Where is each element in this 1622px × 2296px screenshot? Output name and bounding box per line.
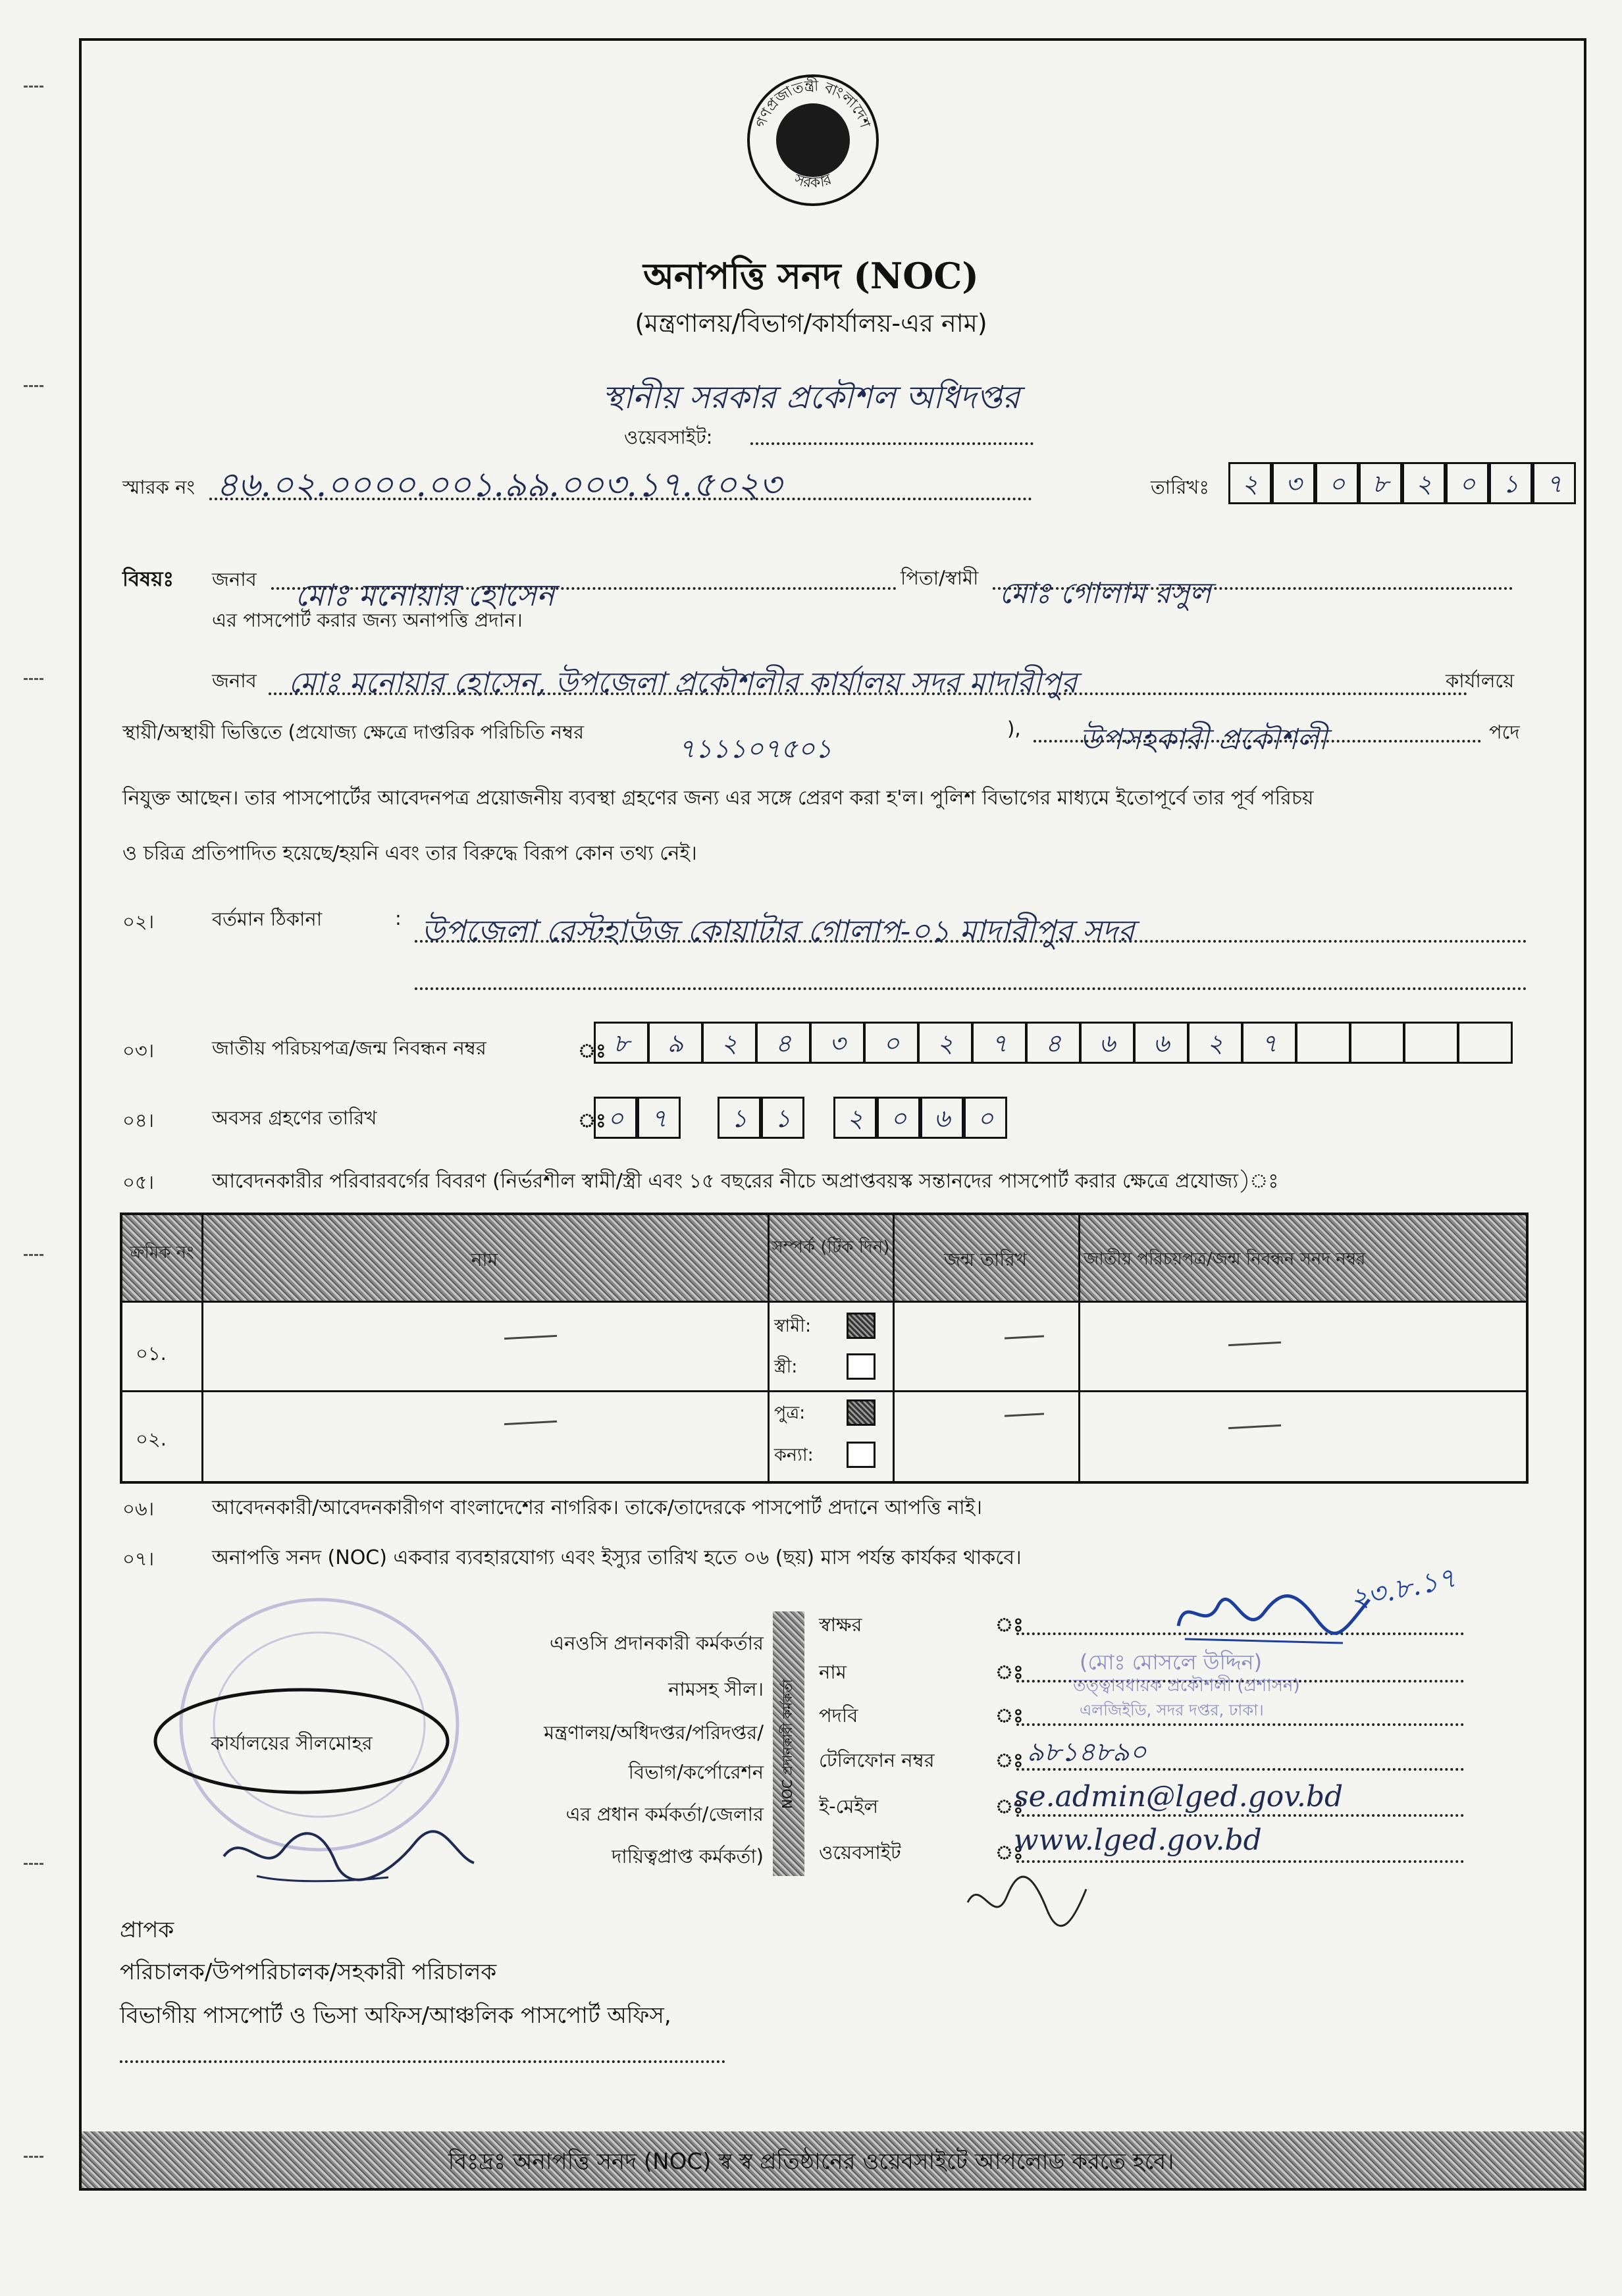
husband-checkbox[interactable] (847, 1313, 876, 1339)
signatory-field-label: ওয়েবসাইট (819, 1841, 901, 1864)
address-dots-2 (415, 987, 1527, 990)
row1-rel1: স্বামী: (774, 1316, 812, 1336)
government-seal (744, 71, 882, 209)
paren-close: ), (1007, 718, 1021, 740)
address-handwritten: উপজেলা রেস্টহাউজ কোয়াটার গোলাপ-০১ মাদারীপুর সদর (421, 913, 1135, 949)
recipient-line2: বিভাগীয় পাসপোর্ট ও ভিসা অফিস/আঞ্চলিক পাসপোর্ট অফিস, (120, 2002, 671, 2029)
item-number-03: ০৩। (122, 1039, 155, 1062)
field-colon: ঃ (995, 1704, 1024, 1727)
nid-digit-box (1349, 1022, 1405, 1064)
designation-suffix: পদে (1489, 721, 1520, 743)
date-digit-box: ৩ (1272, 462, 1315, 504)
nid-digit-box: ২ (702, 1022, 757, 1064)
nid-digit-box (1295, 1022, 1351, 1064)
row2-serial: ০২. (136, 1428, 167, 1450)
stamp-designation: তত্ত্বাবধায়ক প্রকৌশলী (প্রশাসন) (1073, 1676, 1300, 1696)
signatory-left-line: মন্ত্রণালয়/অধিদপ্তর/পরিদপ্তর/ (544, 1721, 764, 1744)
nid-digit-box: ৪ (1026, 1022, 1081, 1064)
blank-dash (1005, 1413, 1044, 1417)
daughter-checkbox[interactable] (847, 1442, 876, 1468)
date-label: তারিখঃ (1151, 476, 1209, 498)
date-digit-box: ০ (1446, 462, 1489, 504)
field-dotted-line (1016, 1860, 1464, 1863)
signatory-field-label: ই-মেইল (819, 1795, 879, 1817)
scribble-mark-icon (961, 1869, 1093, 1935)
margin-mark (24, 1254, 43, 1259)
family-label: আবেদনকারীর পরিবারবর্গের বিবরণ (নির্ভরশীল স্বামী/স্ত্রী এবং ১৫ বছরের নীচে অপ্রাপ্তবয়স্ক সন্তানদের পাসপোর্ট করার ক্ষেত্রে প্রযোজ্য)ঃ (212, 1170, 1279, 1193)
body-janab: জনাব (212, 669, 257, 692)
body-line2: স্থায়ী/অস্থায়ী ভিত্তিতে (প্রযোজ্য ক্ষেত্রে দাপ্তরিক পরিচিতি নম্বর (122, 721, 585, 743)
item-number-04: ০৪। (122, 1109, 155, 1132)
office-seal-label: কার্যালয়ের সীলমোহর (211, 1732, 373, 1754)
field-colon: ঃ (995, 1661, 1024, 1683)
signatory-left-line: এনওসি প্রদানকারী কর্মকর্তার (550, 1632, 764, 1654)
vertical-strip-text: NOC প্রদানকারী কর্মকর্তা (779, 1679, 795, 1809)
field-colon: ঃ (995, 1795, 1024, 1817)
nid-digit-box: ৩ (810, 1022, 865, 1064)
subject-label: বিষয়ঃ (122, 567, 174, 591)
nid-digit-box: ৬ (1134, 1022, 1189, 1064)
email-handwritten: se.admin@lged.gov.bd (1014, 1780, 1344, 1813)
date-digit-box: ৮ (1359, 462, 1402, 504)
signatory-left-line: নামসহ সীল। (668, 1678, 764, 1700)
website-handwritten: www.lged.gov.bd (1014, 1823, 1262, 1857)
colon: ঃ (578, 1039, 606, 1062)
page-subtitle: (মন্ত্রণালয়/বিভাগ/কার্যালয়-এর নাম) (635, 309, 987, 338)
body-line3: নিযুক্ত আছেন। তার পাসপোর্টের আবেদনপত্র প্রয়োজনীয় ব্যবস্থা গ্রহণের জন্য এর সঙ্গে প্রেরণ করা হ'ল। পুলিশ বিভাগের মাধ্যমে ইতোপূর্বে তার পূর্ব পরিচয় (122, 787, 1314, 810)
signatory-field-label: টেলিফোন নম্বর (819, 1749, 935, 1771)
recipient-dotted-line (120, 2060, 725, 2063)
item-number-06: ০৬। (122, 1498, 155, 1520)
wife-checkbox[interactable] (847, 1353, 876, 1380)
blank-dash (1228, 1424, 1281, 1429)
margin-mark (24, 1863, 43, 1867)
field-colon: ঃ (995, 1613, 1024, 1636)
signatory-field-label: স্বাক্ষর (819, 1613, 862, 1636)
nid-label: জাতীয় পরিচয়পত্র/জন্ম নিবন্ধন নম্বর (212, 1037, 486, 1059)
date-digit-box: ২ (1228, 462, 1272, 504)
date-digit-box: ১ (1489, 462, 1532, 504)
retire-digit-box: ০ (877, 1097, 920, 1139)
footer-note: বিঃদ্রঃ অনাপত্তি সনদ (NOC) স্ব স্ব প্রতিষ্ঠানের ওয়েবসাইটে আপলোড করতে হবে। (448, 2149, 1174, 2175)
nid-digit-box: ৬ (1080, 1022, 1135, 1064)
retire-digit-box: ২ (833, 1097, 877, 1139)
signatory-left-line: এর প্রধান কর্মকর্তা/জেলার (565, 1803, 764, 1825)
family-table (120, 1213, 1529, 1484)
retire-label: অবসর গ্রহণের তারিখ (212, 1107, 377, 1129)
stamp-office: এলজিইডি, সদর দপ্তর, ঢাকা। (1080, 1701, 1264, 1719)
blank-dash (1228, 1342, 1281, 1346)
signatory-field-label: নাম (819, 1661, 847, 1683)
row1-serial: ০১. (136, 1342, 167, 1365)
nid-digit-box: ২ (918, 1022, 973, 1064)
th-nid: জাতীয় পরিচয়পত্র/জন্ম নিবন্ধন সনদ নম্বর (1084, 1249, 1366, 1269)
stamp-name: (মোঃ মোসলে উদ্দিন) (1080, 1650, 1263, 1675)
retire-digit-box: ০ (594, 1097, 637, 1139)
colon: ঃ (578, 1109, 606, 1132)
official-id-handwritten: ৭১১১০৭৫০১ (678, 734, 832, 764)
nid-digit-box (1457, 1022, 1513, 1064)
colon: : (395, 907, 402, 929)
item-number-05: ০৫। (122, 1171, 155, 1193)
recipient-line1: পরিচালক/উপপরিচালক/সহকারী পরিচালক (120, 1959, 497, 1985)
retire-digit-box: ১ (761, 1097, 804, 1139)
telephone-handwritten: ৯৮১৪৮৯০ (1027, 1737, 1147, 1767)
seal-top-text: গণপ্রজাতন্ত্রী বাংলাদেশ (752, 78, 874, 130)
son-checkbox[interactable] (847, 1399, 876, 1426)
seal-bottom-text: সরকার (792, 171, 834, 192)
subject-janab: জনাব (212, 568, 257, 590)
blank-dash (504, 1421, 557, 1425)
office-handwritten: মোঃ মনোয়ার হোসেন, উপজেলা প্রকৌশলীর কার্যালয় সদর মাদারীপুর (288, 666, 1078, 700)
office-name-handwritten: স্থানীয় সরকার প্রকৌশল অধিদপ্তর (602, 379, 1020, 416)
date-digit-box: ২ (1402, 462, 1446, 504)
retire-digit-box: ৬ (920, 1097, 964, 1139)
field-colon: ঃ (995, 1749, 1024, 1771)
row1-rel2: স্ত্রী: (774, 1357, 798, 1377)
signatory-left-line: দায়িত্বপ্রাপ্ত কর্মকর্তা) (612, 1845, 764, 1867)
nid-digit-box: ৮ (594, 1022, 649, 1064)
address-label: বর্তমান ঠিকানা (212, 908, 323, 930)
th-relation: সম্পর্ক (টিক দিন) (772, 1238, 890, 1257)
memo-label: স্মারক নং (122, 476, 195, 498)
memo-number-handwritten: ৪৬.০২.০০০০.০০১.৯৯.০০৩.১৭.৫০২৩ (216, 465, 782, 505)
date-digit-box: ০ (1315, 462, 1359, 504)
website-dotted-line (750, 442, 1033, 445)
subject-suffix: এর পাসপোর্ট করার জন্য অনাপত্তি প্রদান। (212, 609, 523, 631)
item-number-07: ০৭। (122, 1548, 155, 1570)
item-number-02: ০২। (122, 910, 155, 933)
nid-digit-box: ২ (1188, 1022, 1243, 1064)
declaration-06: আবেদনকারী/আবেদনকারীগণ বাংলাদেশের নাগরিক। তাকে/তাদেরকে পাসপোর্ট প্রদানে আপত্তি নাই। (212, 1496, 983, 1519)
retire-digit-box: ০ (964, 1097, 1007, 1139)
signatory-field-label: পদবি (819, 1704, 858, 1727)
retire-digit-box: ৭ (637, 1097, 681, 1139)
nid-digit-box: ০ (864, 1022, 919, 1064)
nid-digit-box (1403, 1022, 1459, 1064)
blank-dash (504, 1335, 557, 1340)
applicant-name-handwritten: মোঃ মনোয়ার হোসেন (295, 577, 555, 613)
website-label: ওয়েবসাইট: (624, 426, 713, 448)
row2-rel1: পুত্র: (774, 1403, 806, 1423)
field-colon: ঃ (995, 1841, 1024, 1864)
th-name: নাম (471, 1249, 498, 1270)
nid-digit-box: ৭ (1242, 1022, 1297, 1064)
page-title: অনাপত্তি সনদ (NOC) (643, 255, 979, 297)
retire-digit-box: ১ (718, 1097, 761, 1139)
th-serial: ক্রমিক নং (130, 1243, 194, 1263)
nid-digit-box: ৪ (756, 1022, 811, 1064)
nid-digit-box: ৯ (648, 1022, 703, 1064)
father-name-handwritten: মোঃ গোলাম রসুল (999, 577, 1211, 610)
row2-rel2: কন্যা: (774, 1445, 814, 1465)
th-birthdate: জন্ম তারিখ (943, 1249, 1028, 1270)
nid-digit-box: ৭ (972, 1022, 1027, 1064)
father-label: পিতা/স্বামী (901, 567, 979, 589)
recipient-label: প্রাপক (120, 1917, 174, 1943)
field-dotted-line (1016, 1814, 1464, 1817)
date-digit-box: ৭ (1532, 462, 1576, 504)
declaration-07: অনাপত্তি সনদ (NOC) একবার ব্যবহারযোগ্য এবং ইস্যুর তারিখ হতে ০৬ (ছয়) মাস পর্যন্ত কার্যকর থাকবে। (212, 1546, 1022, 1569)
signatory-left-line: বিভাগ/কর্পোরেশন (628, 1761, 764, 1783)
office-suffix: কার্যালয়ে (1446, 669, 1515, 692)
margin-mark (24, 86, 43, 90)
signature-date-handwritten: ২৩.৮.১৭ (1347, 1561, 1459, 1615)
margin-mark (24, 678, 43, 683)
designation-handwritten: উপসহকারী প্রকৌশলী (1080, 723, 1327, 756)
body-line4: ও চরিত্র প্রতিপাদিত হয়েছে/হয়নি এবং তার বিরুদ্ধে বিরূপ কোন তথ্য নেই। (122, 842, 697, 865)
blank-dash (1005, 1335, 1044, 1339)
